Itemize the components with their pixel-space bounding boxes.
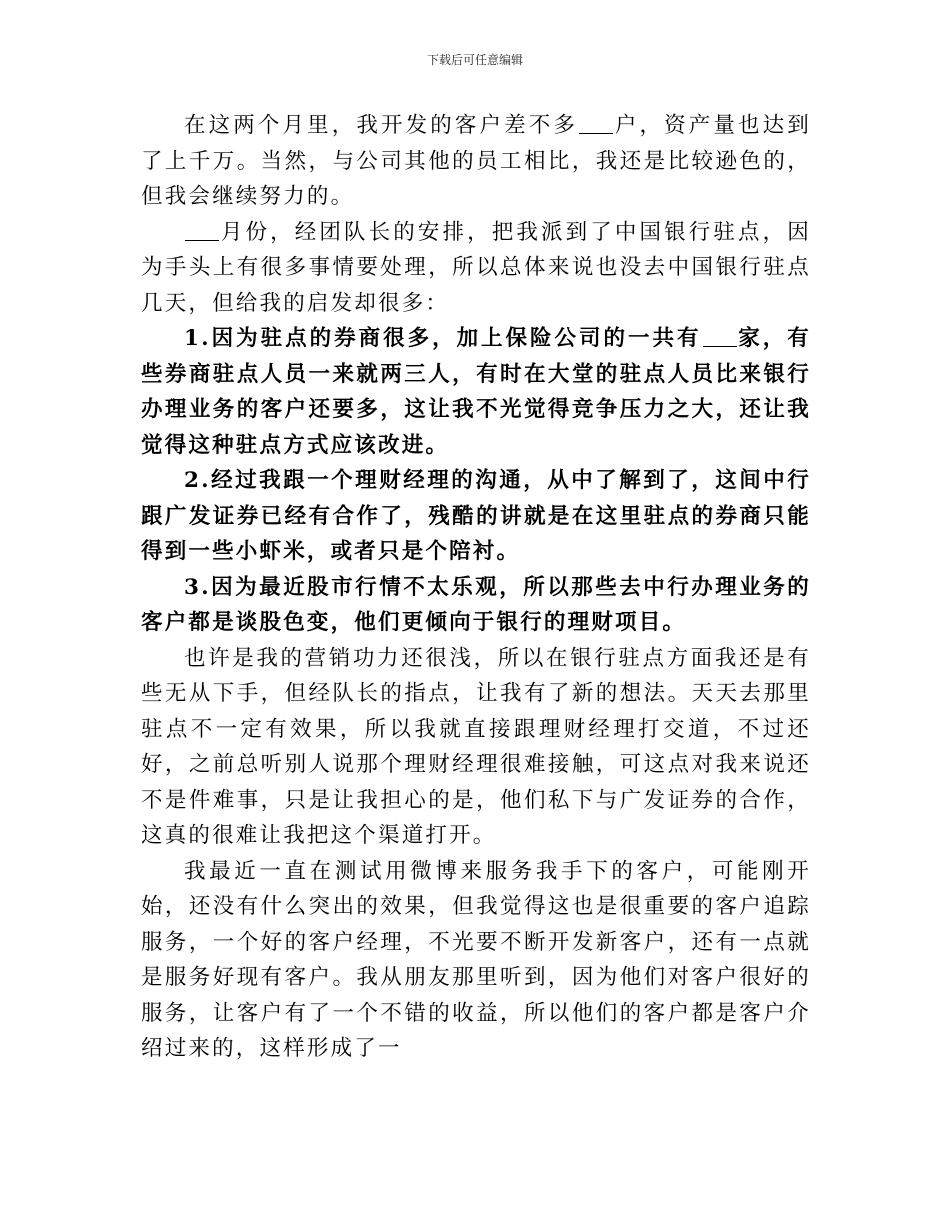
page-header: 下载后可任意编辑 [426, 53, 523, 67]
paragraph-text: 在这两个月里，我开发的客户差不多 [184, 113, 578, 138]
list-item-3: 3.因为最近股市行情不太乐观，所以那些去中行办理业务的客户都是谈股色变，他们更倾向于银行的理财项目。 [141, 574, 811, 635]
fill-in-blank [185, 218, 219, 241]
paragraph-text: 月份，经团队长的安排，把我派到了中国银行驻点，因为手头上有很多事情要处理，所以总体来说也没去中国银行驻点几天，但给我的启发却很多： [141, 219, 811, 316]
list-item-1 [141, 321, 811, 463]
paragraph-marketing: 也许是我的营销功力还很浅，所以在银行驻点方面我还是有些无从下手，但经队长的指点，让我有了新的想法。天天去那里驻点不一定有效果，所以我就直接跟理财经理打交道，不过还好，之前总听别人说那个理财经理很难接触，可这点对我来说还不是件难事，只是让我担心的是，他们私下与广发证券的合作，这真的很难让我把这个渠道打开。 [141, 645, 811, 848]
paragraph-weibo-service: 我最近一直在测试用微博来服务我手下的客户，可能刚开始，还没有什么突出的效果，但我觉得这也是很重要的客户追踪服务，一个好的客户经理，不光要不断开发新客户，还有一点就是服务好现有客户。我从朋友那里听到，因为他们对客户很好的服务，让客户有了一个不错的收益，所以他们的客户都是客户介绍过来的，这样形成了一 [141, 858, 811, 1061]
document-body [141, 108, 811, 1067]
paragraph-clients-summary [141, 108, 811, 215]
fill-in-blank [703, 325, 737, 348]
paragraph-text: 1.因为驻点的券商很多，加上保险公司的一共有 [184, 326, 702, 351]
paragraph-bank-assignment [141, 215, 811, 322]
fill-in-blank [579, 112, 613, 135]
paragraph-text: 户，资产量也达到了上千万。当然，与公司其他的员工相比，我还是比较逊色的，但我会继续努力的。 [141, 113, 811, 209]
paragraph-text: 家，有些券商驻点人员一来就两三人，有时在大堂的驻点人员比来银行办理业务的客户还要多，这让我不光觉得竞争压力之大，还让我觉得这种驻点方式应该改进。 [141, 326, 811, 458]
list-item-2: 2.经过我跟一个理财经理的沟通，从中了解到了，这间中行跟广发证券已经有合作了，残酷的讲就是在这里驻点的券商只能得到一些小虾米，或者只是个陪衬。 [141, 468, 811, 564]
